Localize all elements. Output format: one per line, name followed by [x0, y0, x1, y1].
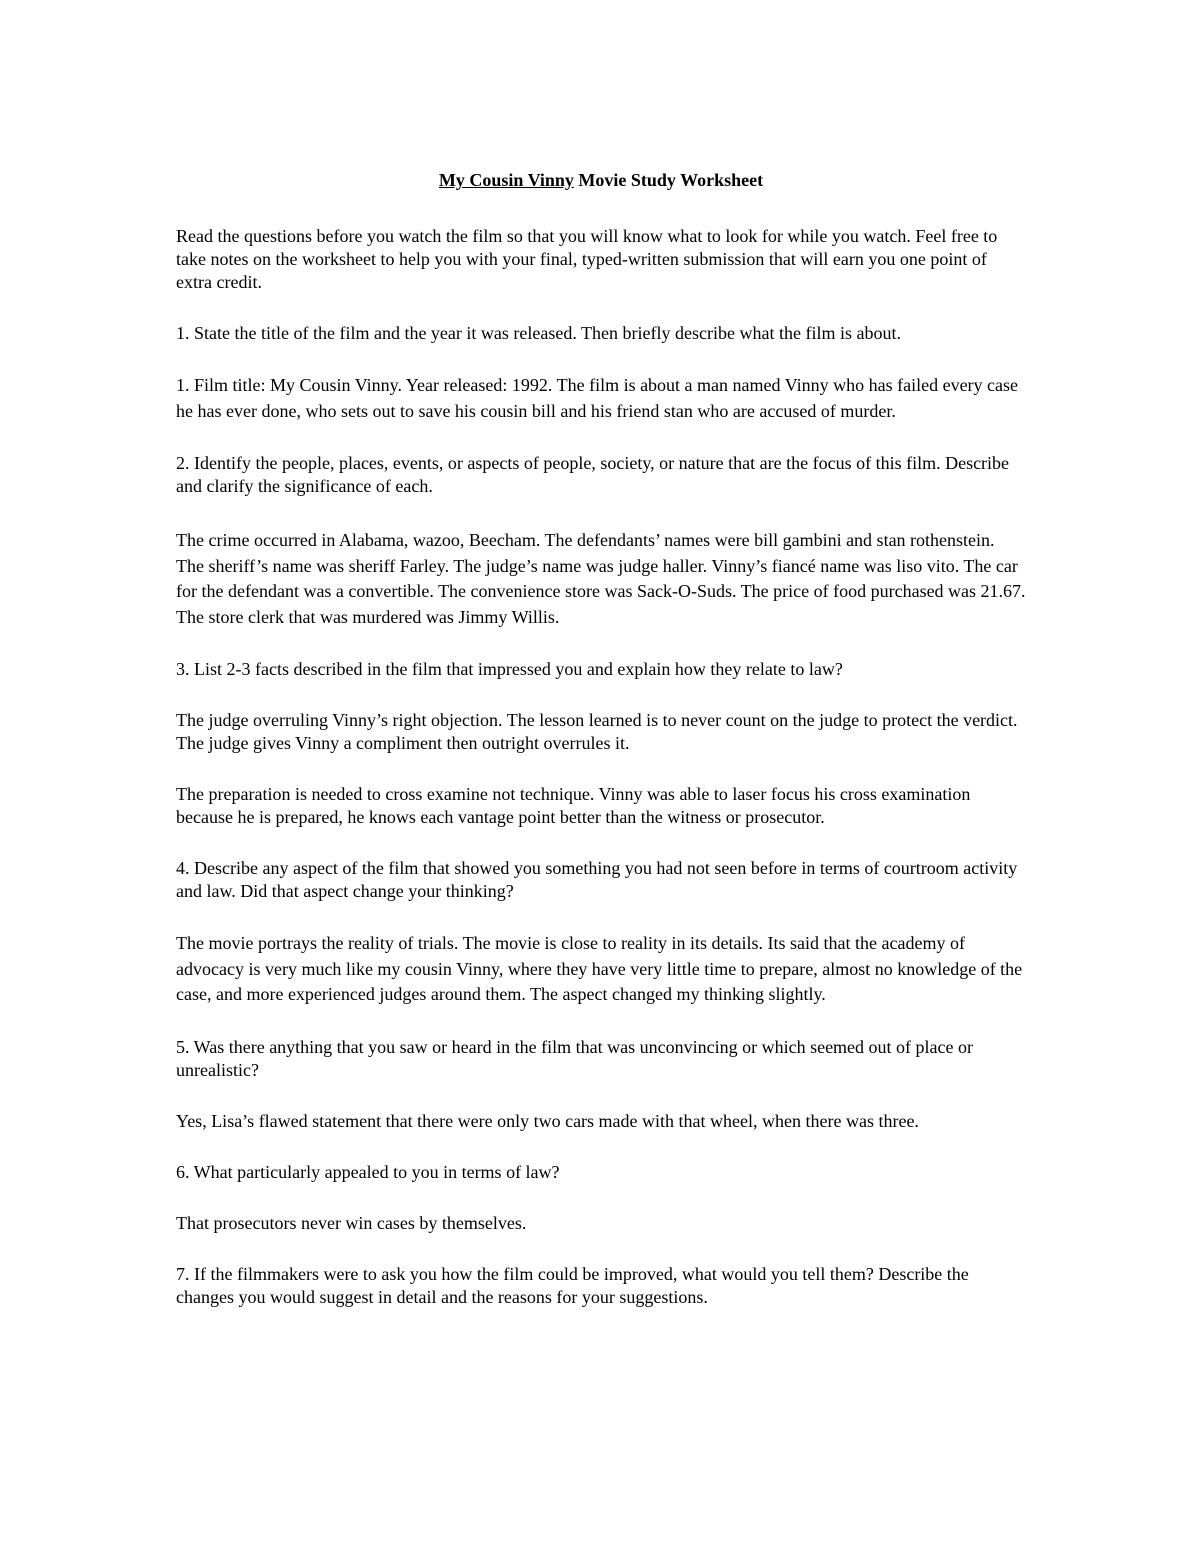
- answer-6: That prosecutors never win cases by themselves.: [176, 1212, 527, 1233]
- worksheet-page: [176, 169, 1026, 1309]
- question-4: 4. Describe any aspect of the film that showed you something you had not seen before in terms of courtroom activity and law. Did that aspect change your thinking?: [176, 858, 1018, 901]
- title-rest: Movie Study Worksheet: [573, 170, 764, 190]
- question-5: 5. Was there anything that you saw or heard in the film that was unconvincing or which seemed out of place or unrealistic?: [176, 1036, 974, 1080]
- film-title: My Cousin Vinny: [438, 170, 574, 190]
- intro-paragraph: Read the questions before you watch the film so that you will know what to look for while you watch. Feel free to take notes on the worksheet to help you with your final, typed-written submission that will earn you one point of extra credit.: [176, 226, 998, 292]
- question-6: 6. What particularly appealed to you in terms of law?: [176, 1161, 560, 1182]
- question-1: 1. State the title of the film and the year it was released. Then briefly describe what the film is about.: [176, 323, 901, 343]
- answer-2: The crime occurred in Alabama, wazoo, Beecham. The defendants’ names were bill gambini and stan rothenstein. The sheriff’s name was sheriff Farley. The judge’s name was judge haller. Vinny’s fiancé name was liso vito. The car for the defendant was a convertible. The convenience store was Sack-O-Suds. The price of food purchased was 21.67. The store clerk that was murdered was Jimmy Willis.: [176, 530, 1026, 627]
- question-7: 7. If the filmmakers were to ask you how the film could be improved, what would you tell them? Describe the changes you would suggest in detail and the reasons for your suggestions.: [176, 1263, 969, 1307]
- answer-3a: The judge overruling Vinny’s right objection. The lesson learned is to never count on the judge to protect the verdict. The judge gives Vinny a compliment then outright overrules it.: [176, 710, 1018, 753]
- question-3: 3. List 2-3 facts described in the film that impressed you and explain how they relate to law?: [176, 659, 843, 679]
- page-title: [176, 169, 1026, 192]
- answer-4: The movie portrays the reality of trials. The movie is close to reality in its details. Its said that the academy of advocacy is very much like my cousin Vinny, where they have very little time to prepare, almost no knowledge of the case, and more experienced judges around them. The aspect changed my thinking slightly.: [176, 933, 1023, 1004]
- answer-3b: The preparation is needed to cross examine not technique. Vinny was able to laser focus his cross examination because he is prepared, he knows each vantage point better than the witness or prosecutor.: [176, 784, 971, 827]
- answer-1: 1. Film title: My Cousin Vinny. Year released: 1992. The film is about a man named Vinny who has failed every case he has ever done, who sets out to save his cousin bill and his friend stan who are accused of murder.: [176, 375, 1019, 421]
- question-2: 2. Identify the people, places, events, or aspects of people, society, or nature that are the focus of this film. Describe and clarify the significance of each.: [176, 453, 1010, 496]
- answer-5: Yes, Lisa’s flawed statement that there were only two cars made with that wheel, when there was three.: [176, 1110, 919, 1131]
